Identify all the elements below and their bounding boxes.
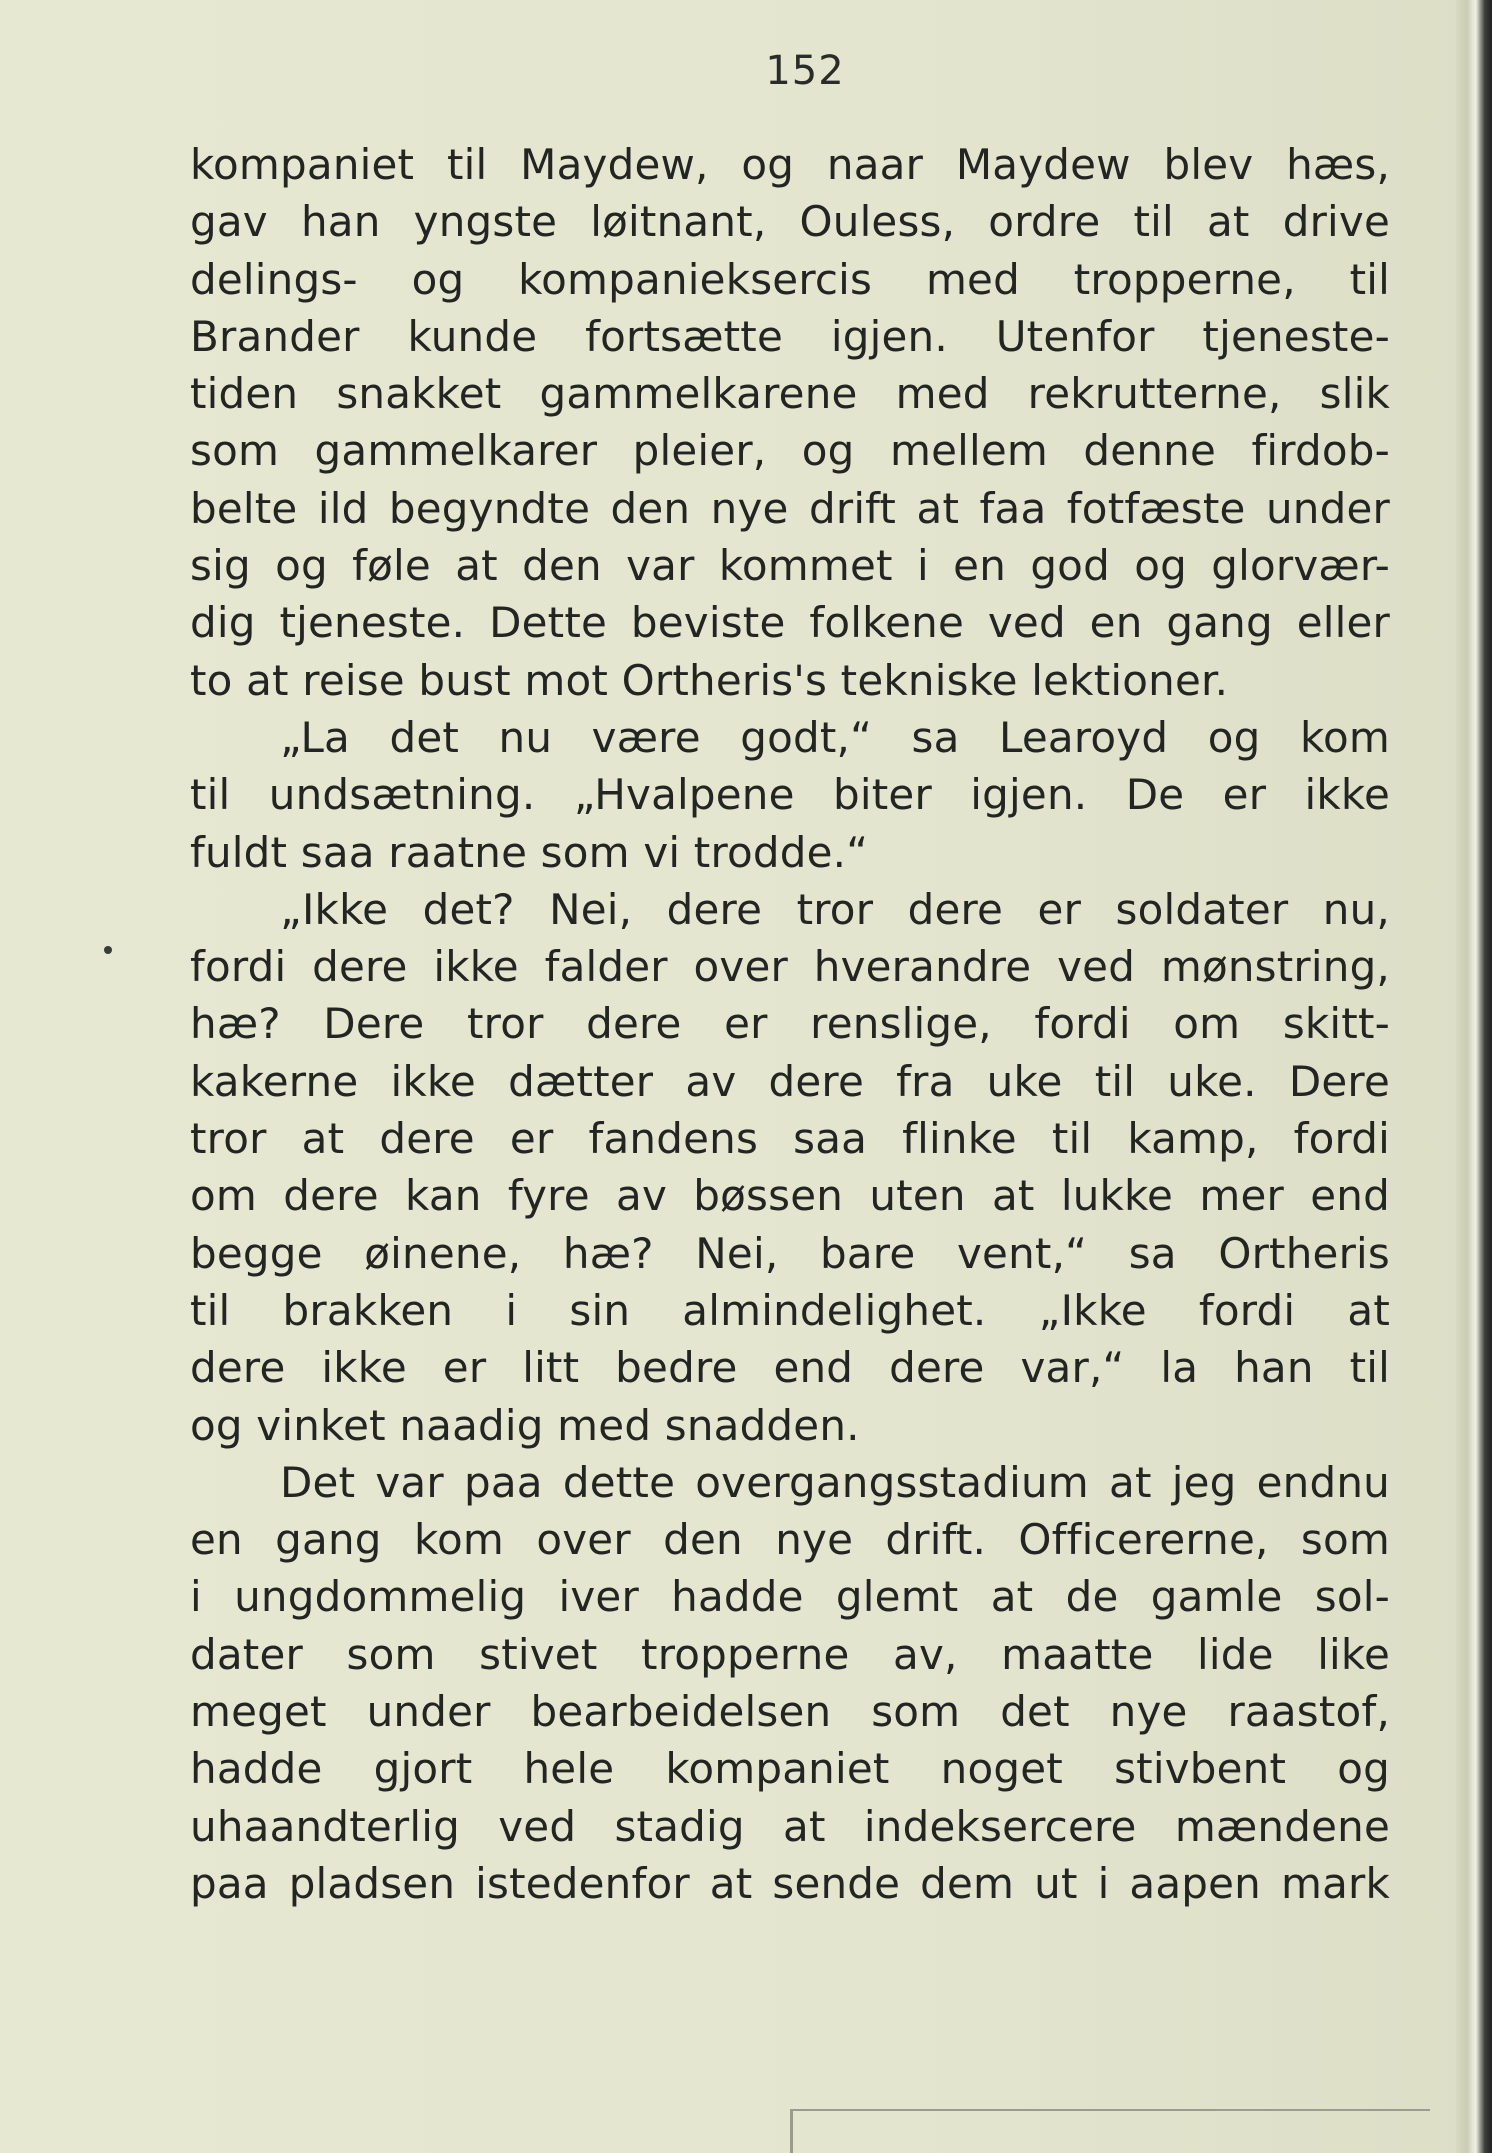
text-line: om dere kan fyre av bøssen uten at lukke mer end [190,1171,1390,1221]
text-line: gav han yngste løitnant, Ouless, ordre til at drive [190,197,1390,247]
text-line: som gammelkarer pleier, og mellem denne firdob- [190,426,1390,476]
scan-edge-line [790,2109,1430,2111]
text-line: belte ild begyndte den nye drift at faa fotfæste under [190,483,1390,533]
text-line: sig og føle at den var kommet i en god og glorvær- [190,541,1390,591]
text-line: paa pladsen istedenfor at sende dem ut i aapen mark [190,1858,1390,1908]
text-line: i ungdommelig iver hadde glemt at de gamle sol- [190,1572,1390,1622]
text-line: til brakken i sin almindelighet. „Ikke fordi at [190,1285,1390,1335]
text-line: en gang kom over den nye drift. Officererne, som [190,1515,1390,1565]
text-line: Brander kunde fortsætte igjen. Utenfor tjeneste- [190,311,1390,361]
text-line: tiden snakket gammelkarene med rekrutterne, slik [190,369,1390,419]
text-line: delings- og kompanieksercis med tropperne, til [190,254,1390,304]
book-binding-edge [1456,0,1492,2153]
text-line: dig tjeneste. Dette beviste folkene ved en gang eller [190,598,1390,648]
text-line: kakerne ikke dætter av dere fra uke til uke. Dere [190,1056,1390,1106]
text-line: hadde gjort hele kompaniet noget stivbent og [190,1744,1390,1794]
text-line: meget under bearbeidelsen som det nye raastof, [190,1687,1390,1737]
text-line: fordi dere ikke falder over hverandre ved mønstring, [190,942,1390,992]
text-line: til undsætning. „Hvalpene biter igjen. De er ikke [190,770,1390,820]
page-number: 152 [765,48,845,94]
text-line: kompaniet til Maydew, og naar Maydew blev hæs, [190,140,1390,189]
body-text [190,136,1390,1912]
text-line: dater som stivet tropperne av, maatte lide like [190,1629,1390,1679]
text-line: to at reise bust mot Ortheris's tekniske lektioner. [190,655,1229,705]
text-line: tror at dere er fandens saa flinke til kamp, fordi [190,1114,1390,1164]
text-line: „Ikke det? Nei, dere tror dere er soldater nu, [280,884,1390,934]
text-line: begge øinene, hæ? Nei, bare vent,“ sa Ortheris [190,1228,1390,1278]
text-line: uhaandterlig ved stadig at indeksercere mændene [190,1801,1390,1851]
text-line: „La det nu være godt,“ sa Learoyd og kom [280,712,1390,762]
text-line: og vinket naadig med snadden. [190,1400,860,1450]
text-line: dere ikke er litt bedre end dere var,“ la han til [190,1343,1390,1393]
text-line: hæ? Dere tror dere er renslige, fordi om skitt- [190,999,1390,1049]
margin-mark [104,946,112,954]
scan-edge-tick [790,2109,793,2153]
text-line: fuldt saa raatne som vi trodde.“ [190,827,869,877]
text-line: Det var paa dette overgangsstadium at jeg endnu [280,1457,1390,1507]
